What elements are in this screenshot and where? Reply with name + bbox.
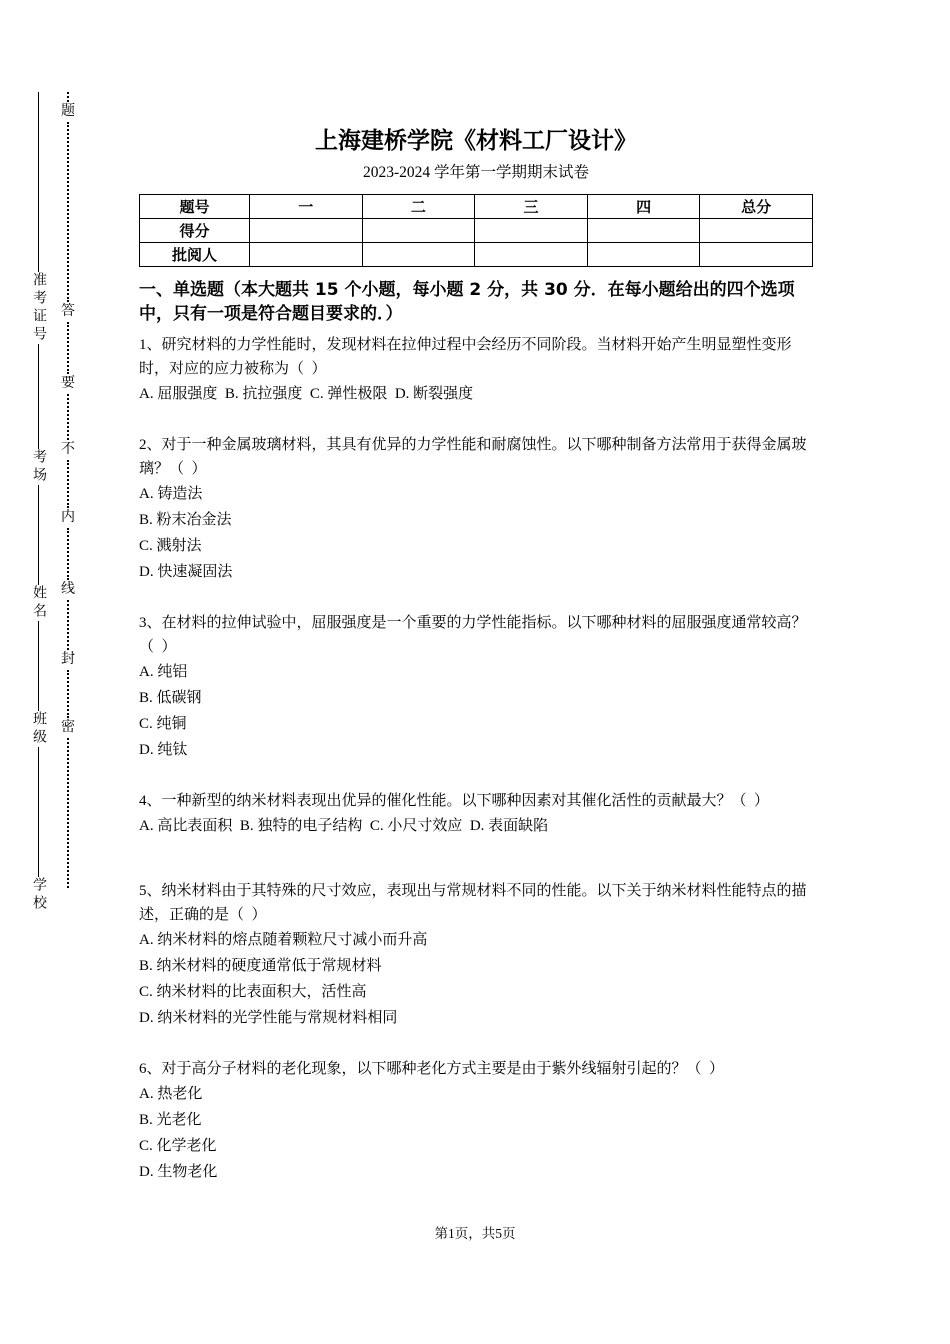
question-option: D. 纯钛 <box>139 742 188 758</box>
question-option: B. 纳米材料的硬度通常低于常规材料 <box>139 958 382 974</box>
score-table-empty-cell <box>475 219 588 243</box>
score-table-row <box>140 243 813 267</box>
question-option: A. 纯铝 <box>139 664 188 680</box>
score-table-header-cell: 四 <box>587 195 700 219</box>
question-option: A. 热老化 <box>139 1086 203 1102</box>
question-option: B. 低碳钢 <box>139 690 202 706</box>
question-stem: 3、在材料的拉伸试验中，屈服强度是一个重要的力学性能指标。以下哪种材料的屈服强度通常较高？（ ） <box>139 615 807 655</box>
field-line <box>38 747 39 877</box>
seal-dotted-line <box>67 92 69 102</box>
question-stem: 6、对于高分子材料的老化现象，以下哪种老化方式主要是由于紫外线辐射引起的？（ ） <box>139 1061 725 1077</box>
question-3 <box>139 611 813 763</box>
score-table-header-cell: 二 <box>362 195 475 219</box>
field-line <box>38 92 39 272</box>
question-option: A. 铸造法 <box>139 486 203 502</box>
score-table-header-cell: 三 <box>475 195 588 219</box>
score-table-empty-cell <box>587 219 700 243</box>
student-info-column <box>28 92 48 913</box>
question-options-inline: A. 屈服强度 B. 抗拉强度 C. 弹性极限 D. 断裂强度 <box>139 386 474 402</box>
seal-dotted-line <box>67 394 69 440</box>
question-option: D. 生物老化 <box>139 1164 218 1180</box>
exam-paper <box>139 126 813 1185</box>
score-table-row <box>140 219 813 243</box>
question-5 <box>139 879 813 1031</box>
score-table-header-cell: 题号 <box>140 195 250 219</box>
seal-dotted-line <box>67 322 69 374</box>
question-option: B. 粉末冶金法 <box>139 512 232 528</box>
section-heading: 一、单选题（本大题共 15 个小题，每小题 2 分，共 30 分．在每小题给出的四个选项中，只有一项是符合题目要求的．） <box>139 280 795 324</box>
question-option: C. 纳米材料的比表面积大，活性高 <box>139 984 367 1000</box>
field-line <box>38 485 39 585</box>
seal-dotted-line <box>67 600 69 650</box>
question-stem: 1、研究材料的力学性能时，发现材料在拉伸过程中会经历不同阶段。当材料开始产生明显塑性变形时，对应的应力被称为（ ） <box>139 337 792 377</box>
score-table-row-label: 批阅人 <box>140 243 250 267</box>
question-option: D. 快速凝固法 <box>139 564 233 580</box>
seal-dotted-line <box>67 670 69 718</box>
score-table-empty-cell <box>700 243 813 267</box>
score-table-row-label: 得分 <box>140 219 250 243</box>
score-table-empty-cell <box>587 243 700 267</box>
exam-title: 上海建桥学院《材料工厂设计》 <box>315 128 637 154</box>
question-stem: 5、纳米材料由于其特殊的尺寸效应，表现出与常规材料不同的性能。以下关于纳米材料性能特点的描述，正确的是（ ） <box>139 883 807 923</box>
seal-line-column <box>58 92 78 888</box>
question-option: C. 纯铜 <box>139 716 187 732</box>
label-admission-number: 准考证号 <box>31 272 46 344</box>
score-table-empty-cell <box>250 219 363 243</box>
label-school: 学校 <box>31 877 46 913</box>
score-table-empty-cell <box>250 243 363 267</box>
seal-dotted-line <box>67 738 69 888</box>
exam-subtitle: 2023-2024 学年第一学期期末试卷 <box>362 164 590 181</box>
field-line <box>38 344 39 449</box>
score-table-empty-cell <box>700 219 813 243</box>
score-table-empty-cell <box>362 219 475 243</box>
label-name: 姓名 <box>31 585 46 621</box>
question-6 <box>139 1057 813 1185</box>
seal-char: 内 <box>61 510 75 525</box>
question-options-inline: A. 高比表面积 B. 独特的电子结构 C. 小尺寸效应 D. 表面缺陷 <box>139 818 549 834</box>
seal-char: 不 <box>61 442 75 457</box>
score-table-header-cell: 一 <box>250 195 363 219</box>
question-option: C. 溅射法 <box>139 538 202 554</box>
field-line <box>38 621 39 711</box>
seal-char: 答 <box>61 304 75 319</box>
seal-dotted-line <box>67 460 69 508</box>
question-option: C. 化学老化 <box>139 1138 217 1154</box>
score-table <box>139 194 813 267</box>
seal-dotted-line <box>67 528 69 580</box>
score-table-empty-cell <box>475 243 588 267</box>
question-stem: 2、对于一种金属玻璃材料，其具有优异的力学性能和耐腐蚀性。以下哪种制备方法常用于获得金属玻璃？（ ） <box>139 437 807 477</box>
score-table-header-row <box>140 195 813 219</box>
question-stem: 4、一种新型的纳米材料表现出优异的催化性能。以下哪种因素对其催化活性的贡献最大？（ ） <box>139 793 770 809</box>
seal-char: 密 <box>61 720 75 735</box>
page-footer: 第1页，共5页 <box>434 1226 516 1241</box>
seal-dotted-line <box>67 122 69 302</box>
question-option: A. 纳米材料的熔点随着颗粒尺寸减小而升高 <box>139 932 428 948</box>
label-exam-room: 考场 <box>31 449 46 485</box>
score-table-header-cell: 总分 <box>700 195 813 219</box>
seal-char: 线 <box>61 582 75 597</box>
score-table-empty-cell <box>362 243 475 267</box>
label-class: 班级 <box>31 711 46 747</box>
seal-char: 题 <box>61 104 75 119</box>
question-2 <box>139 433 813 585</box>
question-option: D. 纳米材料的光学性能与常规材料相同 <box>139 1010 398 1026</box>
question-4 <box>139 789 813 839</box>
question-option: B. 光老化 <box>139 1112 202 1128</box>
seal-char: 要 <box>61 376 75 391</box>
question-1 <box>139 333 813 407</box>
seal-char: 封 <box>61 652 75 667</box>
